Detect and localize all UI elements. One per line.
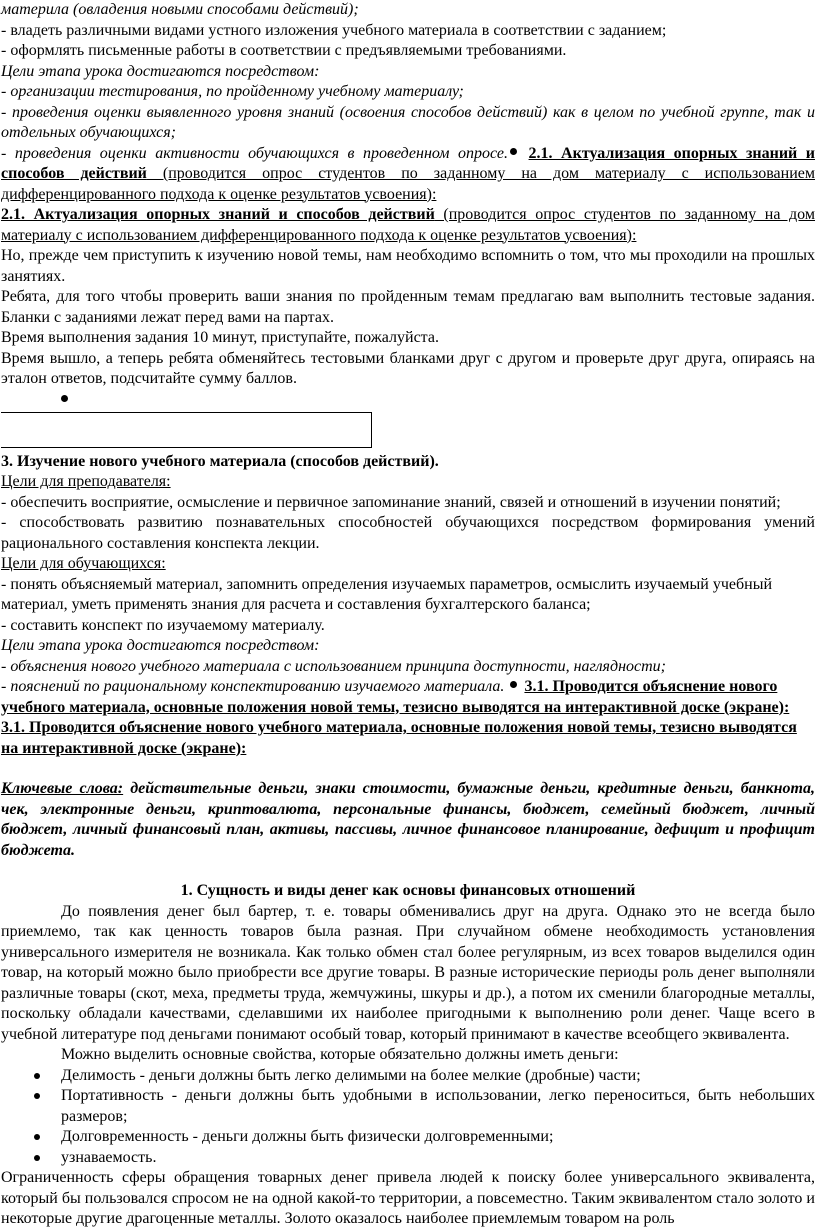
bullet-icon — [510, 681, 517, 688]
list-item: узнаваемость. — [1, 1148, 815, 1169]
spacer — [1, 861, 815, 881]
mixed-paragraph — [1, 205, 815, 246]
bullet-icon — [510, 148, 517, 155]
subheading: Цели для обучающихся: — [1, 555, 166, 572]
subheading: Цели для преподавателя: — [1, 473, 171, 490]
text-line: - оформлять письменные работы в соответствии с предъявляемыми требованиями. — [1, 42, 567, 59]
chapter-title: 1. Сущность и виды денег как основы финансовых отношений — [180, 882, 636, 899]
paragraph: Ограниченность сферы обращения товарных денег привела людей к поиску более универсального эквивалента, который бы пользовался спросом не на одной какой-то территории, а повсеместно. Таким эквивалентом стало золото и некоторые другие драгоценные металлы. Золото оказалось наиболее приемлемым товаром на роль — [1, 1169, 815, 1227]
spacer — [1, 759, 815, 779]
means-colon: : — [314, 637, 320, 654]
list-item: Долговременность - деньги должны быть физически долговременными; — [1, 1127, 815, 1148]
means-label: Цели этапа урока достигаются посредством — [1, 637, 315, 654]
text-line: - обеспечить восприятие, осмысление и первичное запоминание знаний, связей и отношений в изучении понятий; — [1, 493, 781, 511]
section-heading: 3. Изучение нового учебного материала (способов действий). — [1, 452, 439, 470]
bullet-icon — [61, 395, 68, 402]
paragraph: До появления денег был бартер, т. е. товары обменивались друг на друга. Однако это не всегда было приемлемо, так как ценность товаров была разная. При случайном обмене необходимость установления универсального измерителя не возникала. Как только обмен стал более регулярным, из всех товаров выделился один товар, на который можно было приобрести все другие товары. В разные исторические периоды роль денег выполняли различные товары (скот, меха, предметы труда, жемчужины, шкуры и др.), а потом их сменили благородные металлы, поскольку обладали качествами, сделавшими их наиболее пригодными к выполнению роли денег. Чаще всего в учебной литературе под деньгами понимают особый товар, который принимают в качестве всеобщего эквивалента. — [1, 902, 815, 1043]
text-line: - понять объясняемый материал, запомнить определения изучаемых параметров, осмыслить изучаемый учебный материал, уметь применять знания для расчета и составления бухгалтерского баланса; — [1, 575, 773, 613]
section-heading: 3.1. Проводится объяснение нового учебного материала, основные положения новой темы, тезисно выводятся на интерактивной доске (экране): — [1, 678, 790, 716]
means-heading — [1, 636, 815, 657]
paragraph: Время вышло, а теперь ребята обменяйтесь тестовыми бланками друг с другом и проверьте друг друга, опираясь на эталон ответов, подсчитайте сумму баллов. — [1, 349, 815, 387]
means-heading — [1, 62, 815, 83]
text-line: - проведения оценки выявленного уровня знаний (освоения способов действий) как в целом по учебной группе, так и отдельных обучающихся; — [1, 103, 815, 141]
mixed-paragraph — [1, 677, 815, 718]
list-item: Портативность - деньги должны быть удобными в использовании, легко переноситься, быть небольших размеров; — [1, 1086, 815, 1127]
paragraph: Ребята, для того чтобы проверить ваши знания по пройденным темам предлагаю вам выполнить тестовые задания. Бланки с заданиями лежат перед вами на партах. — [1, 288, 815, 326]
section-description: (проводится опрос студентов по заданному на дом материалу с использованием дифференцированного подхода к оценке результатов усвоения): — [1, 206, 816, 244]
means-item: - пояснений по рациональному конспектированию изучаемого материала. — [1, 678, 509, 695]
text-line: - способствовать развитию познавательных способностей обучающихся посредством формирования умений рационального составления конспекта лекции. — [1, 514, 815, 552]
paragraph: Но, прежде чем приступить к изучению новой темы, нам необходимо вспомнить о том, что мы проходили на прошлых занятиях. — [1, 247, 815, 285]
keywords-paragraph — [1, 779, 815, 861]
keywords-label: Ключевые слова: — [1, 780, 124, 797]
properties-list — [1, 1066, 815, 1169]
section-heading: 2.1. Актуализация опорных знаний и способов действий — [1, 144, 816, 182]
list-item: Делимость - деньги должны быть легко делимыми на более мелкие (дробные) части; — [1, 1066, 815, 1087]
text-line: материла (овладения новыми способами действий); — [1, 1, 359, 18]
means-label: Цели этапа урока достигаются посредством — [1, 62, 315, 80]
means-colon: : — [314, 62, 320, 80]
means-item: - проведения оценки активности обучающихся в проведенном опросе. — [1, 144, 509, 162]
mixed-paragraph — [1, 144, 815, 206]
text-line: - составить конспект по изучаемому материалу. — [1, 616, 325, 634]
section-description: (проводится опрос студентов по заданному на дом материалу с использованием дифференцированного подхода к оценке результатов усвоения): — [1, 165, 816, 203]
bullet-line — [1, 390, 815, 410]
text-line: - владеть различными видами устного изложения учебного материала в соответствии с заданием; — [1, 21, 667, 39]
paragraph: Время выполнения задания 10 минут, приступайте, пожалуйста. — [1, 329, 439, 346]
section-heading: 2.1. Актуализация опорных знаний и способов действий — [1, 206, 435, 223]
paragraph: Можно выделить основные свойства, которые обязательно должны иметь деньги: — [61, 1046, 619, 1063]
text-line: - объяснения нового учебного материала с использованием принципа доступности, наглядности; — [1, 657, 666, 675]
empty-frame — [1, 412, 372, 448]
section-heading: 3.1. Проводится объяснение нового учебного материала, основные положения новой темы, тезисно выводятся на интерактивной доске (экране): — [1, 719, 797, 757]
keywords-text: действительные деньги, знаки стоимости, бумажные деньги, кредитные деньги, банкнота, чек, электронные деньги, криптовалюта, персональные финансы, бюджет, семейный бюджет, личный бюджет, личный финансовый план, активы, пассивы, личное финансовое планирование, дефицит и профицит бюджета. — [1, 780, 815, 859]
text-line: - организации тестирования, по пройденному учебному материалу; — [1, 83, 464, 100]
